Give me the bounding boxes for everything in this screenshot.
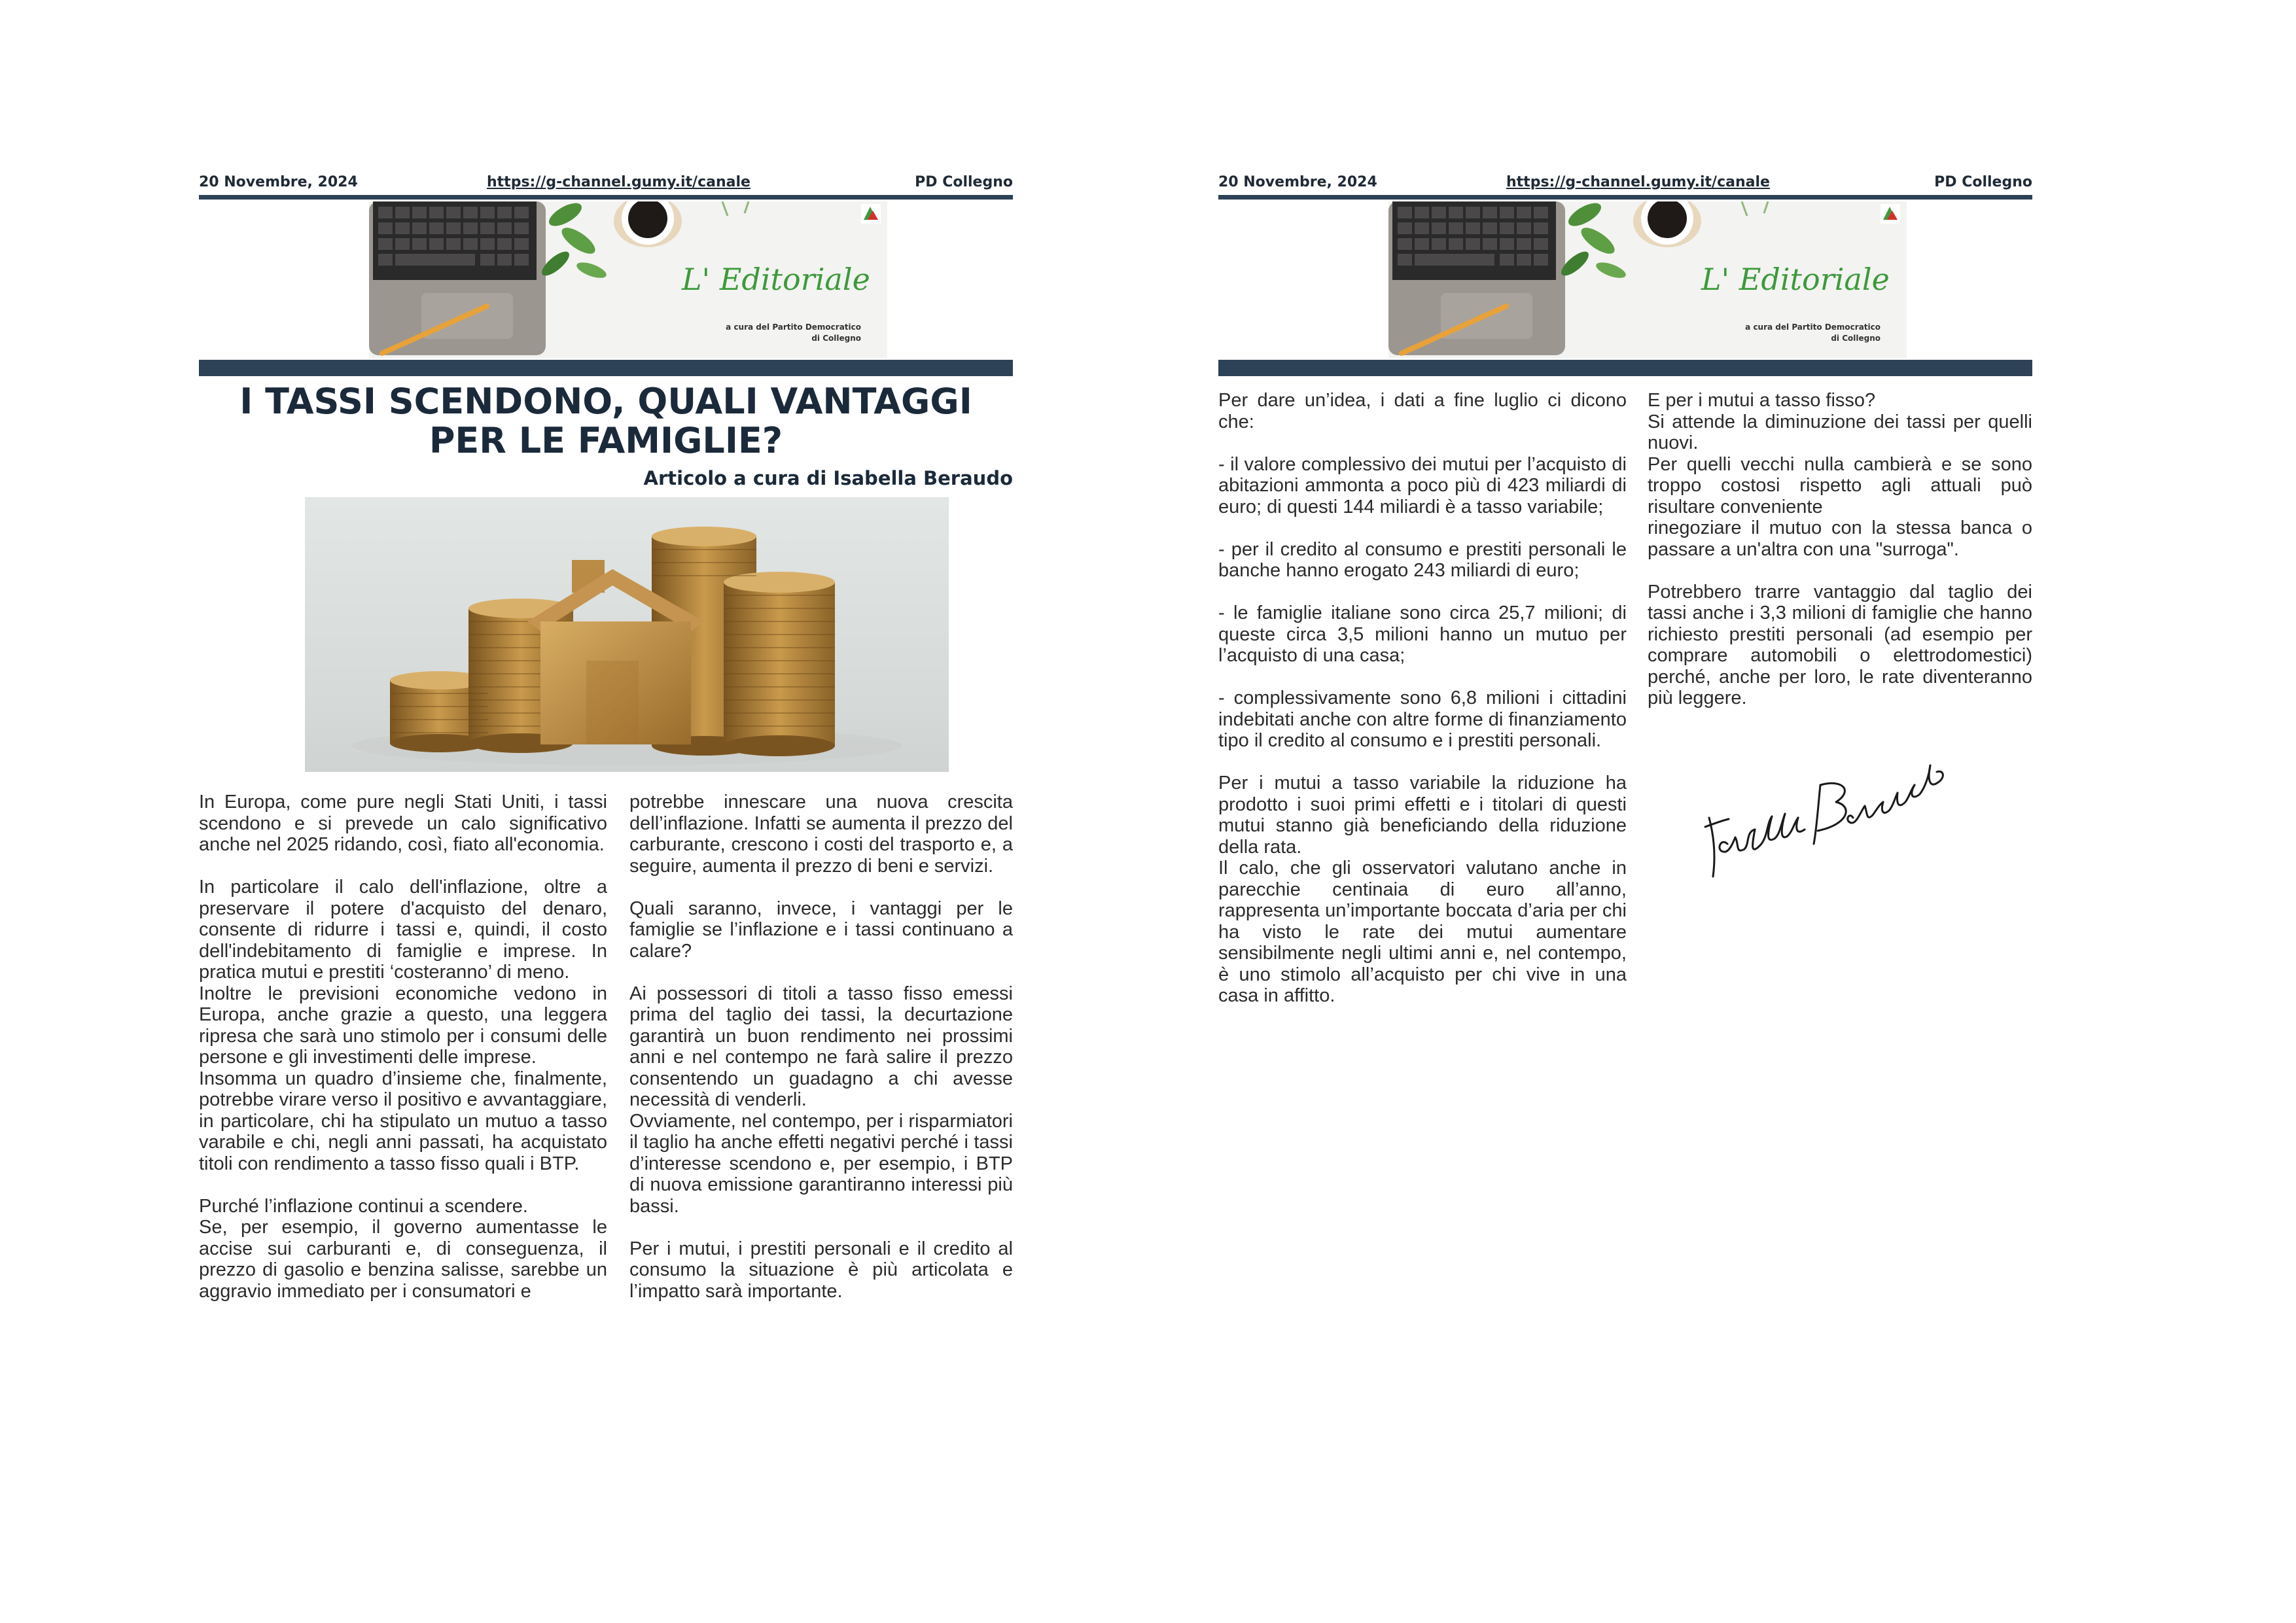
page-header xyxy=(199,174,1013,198)
newsletter-page-2 xyxy=(1218,0,2032,1623)
header-divider xyxy=(199,195,1013,200)
paragraph: Purché l’inflazione continui a scendere. xyxy=(199,1195,528,1217)
paragraph: Per i mutui a tasso variabile la riduzione ha prodotto i suoi primi effetti e i titolari di questi mutui stanno già beneficiando della riduzione della rata. xyxy=(1218,773,1627,858)
page2-column-1 xyxy=(1218,390,1627,1007)
article-byline: Articolo a cura di Isabella Beraudo xyxy=(643,467,1013,489)
paragraph: Si attende la diminuzione dei tassi per quelli nuovi. xyxy=(1648,411,2032,453)
banner-divider xyxy=(1218,360,2032,376)
paragraph: Quali saranno, invece, i vantaggi per le famiglie se l’inflazione e i tassi continuano a calare? xyxy=(629,898,1013,962)
paragraph: potrebbe innescare una nuova crescita dell’inflazione. Infatti se aumenta il prezzo del carburante, crescono i costi del trasporto e, a seguire, aumenta il prezzo di beni e servizi. xyxy=(629,792,1013,877)
header-org: PD Collegno xyxy=(915,174,1013,190)
header-url-link[interactable]: https://g-channel.gumy.it/canale xyxy=(1506,174,1770,190)
paragraph: In Europa, come pure negli Stati Uniti, i tassi scendono e si prevede un calo significativo anche nel 2025 ridando, così, fiato all'economia. xyxy=(199,792,607,855)
header-date: 20 Novembre, 2024 xyxy=(1218,174,1377,190)
author-signature xyxy=(1689,746,1964,903)
paragraph: E per i mutui a tasso fisso? xyxy=(1648,390,1876,411)
editorial-banner xyxy=(1388,201,1907,358)
editorial-subtitle-line2: di Collegno xyxy=(1831,334,1881,343)
paragraph: Ovviamente, nel contempo, per i risparmiatori il taglio ha anche effetti negativi perché i tassi d’interesse scendono e, per esempio, i BTP di nuova emissione garantiranno interessi più bassi. xyxy=(629,1110,1013,1217)
editorial-subtitle xyxy=(709,322,861,344)
paragraph: - per il credito al consumo e prestiti personali le banche hanno erogato 243 miliardi di euro; xyxy=(1218,538,1627,581)
editorial-title: L' Editoriale xyxy=(1701,262,1890,297)
article-headline: I TASSI SCENDONO, QUALI VANTAGGI PER LE FAMIGLIE? xyxy=(239,381,972,461)
paragraph: rinegoziare il mutuo con la stessa banca o passare a un'altra con una "surroga". xyxy=(1648,517,2032,560)
paragraph: Ai possessori di titoli a tasso fisso emessi prima del taglio dei tassi, la decurtazione garantirà un buon rendimento nei prossimi anni e nel contempo ne farà salire il prezzo consentendo un guadagno a chi avesse necessità di venderli. xyxy=(629,983,1013,1110)
paragraph: - le famiglie italiane sono circa 25,7 milioni; di queste circa 3,5 milioni hanno un mutuo per l’acquisto di una casa; xyxy=(1218,602,1627,666)
paragraph: Per dare un’idea, i dati a fine luglio ci dicono che: xyxy=(1218,390,1627,432)
page1-column-2 xyxy=(629,792,1013,1302)
paragraph: Il calo, che gli osservatori valutano anche in parecchie centinaia di euro all’anno, rappresenta un’importante boccata d’aria per chi ha visto le rate dei mutui aumentare sensibilmente negli ultimi anni e, nel contempo, è uno stimolo all’acquisto per chi vive in una casa in affitto. xyxy=(1218,858,1627,1006)
paragraph: - complessivamente sono 6,8 milioni i cittadini indebitati anche con altre forme di finanziamento tipo il credito al consumo e i prestiti personali. xyxy=(1218,688,1627,751)
paragraph: Inoltre le previsioni economiche vedono in Europa, anche grazie a questo, una leggera ripresa che sarà uno stimolo per i consumi delle persone e gli investimenti delle imprese. xyxy=(199,983,607,1068)
editorial-subtitle-line1: a cura del Partito Democratico xyxy=(726,323,861,332)
header-org: PD Collegno xyxy=(1934,174,2032,190)
house-coins-image xyxy=(305,497,949,772)
page-header xyxy=(1218,174,2032,198)
header-divider xyxy=(1218,195,2032,200)
paragraph: Insomma un quadro d’insieme che, finalmente, potrebbe virare verso il positivo e avvantaggiare, in particolare, chi ha stipulato un mutuo a tasso varabile e chi, negli anni passati, ha acquistato titoli con rendimento a tasso fisso quali i BTP. xyxy=(199,1068,607,1174)
editorial-subtitle-line1: a cura del Partito Democratico xyxy=(1745,323,1881,332)
header-url-link[interactable]: https://g-channel.gumy.it/canale xyxy=(487,174,751,190)
article-photo xyxy=(305,497,949,772)
page2-column-2 xyxy=(1648,390,2032,709)
newsletter-page-1 xyxy=(199,0,1013,1623)
paragraph: Se, per esempio, il governo aumentasse le accise sui carburanti e, di conseguenza, il prezzo di gasolio e benzina salisse, sarebbe un aggravio immediato per i consumatori e xyxy=(199,1217,607,1302)
banner-divider xyxy=(199,360,1013,376)
header-date: 20 Novembre, 2024 xyxy=(199,174,358,190)
editorial-title: L' Editoriale xyxy=(682,262,870,297)
paragraph: Per quelli vecchi nulla cambierà e se sono troppo costosi rispetto agli attuali può risultare conveniente xyxy=(1648,453,2032,517)
editorial-subtitle xyxy=(1729,322,1881,344)
editorial-banner xyxy=(369,201,887,358)
page1-column-1 xyxy=(199,792,607,1302)
paragraph: Potrebbero trarre vantaggio dal taglio dei tassi anche i 3,3 milioni di famiglie che hanno richiesto prestiti personali (ad esempio per comprare automobili o elettrodomestici) perché, anche per loro, le rate diventeranno più leggere. xyxy=(1648,581,2032,708)
paragraph: - il valore complessivo dei mutui per l’acquisto di abitazioni ammonta a poco più di 423 miliardi di euro; di questi 144 miliardi è a tasso variabile; xyxy=(1218,453,1627,517)
paragraph: Per i mutui, i prestiti personali e il credito al consumo la situazione è più articolata e l’impatto sarà importante. xyxy=(629,1238,1013,1302)
editorial-subtitle-line2: di Collegno xyxy=(811,334,861,343)
paragraph: In particolare il calo dell'inflazione, oltre a preservare il potere d'acquisto del denaro, consente di ridurre i tassi e, quindi, il costo dell'indebitamento di famiglie e imprese. In pratica mutui e prestiti ‘costeranno’ di meno. xyxy=(199,877,607,983)
